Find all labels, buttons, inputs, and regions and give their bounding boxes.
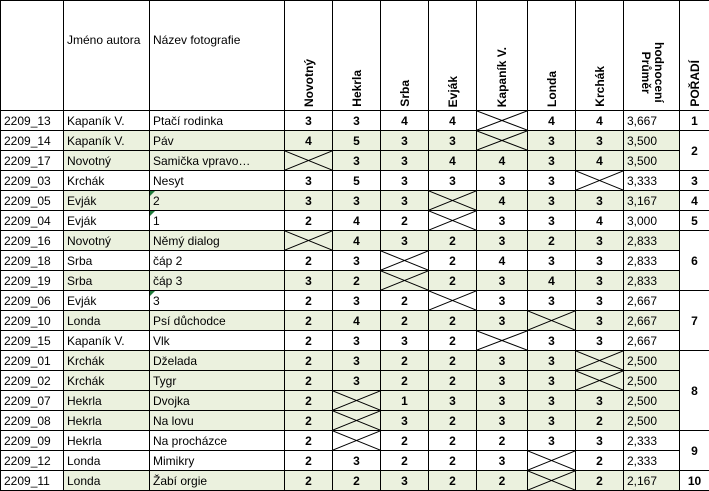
score-cell: 3 [333, 451, 381, 471]
score-cell: 4 [429, 151, 477, 171]
table-row [1, 271, 709, 291]
table-row [1, 331, 709, 351]
title-cell [150, 311, 285, 331]
score-cell: 3 [333, 151, 381, 171]
header-judge: Londa [528, 1, 576, 111]
average-cell: 3,167 [624, 191, 680, 211]
score-cell: 4 [477, 251, 528, 271]
average-cell: 3,667 [624, 111, 680, 131]
score-cell: 3 [477, 351, 528, 371]
score-cell: 4 [333, 231, 381, 251]
title-cell [150, 371, 285, 391]
title-text: 3 [153, 294, 160, 308]
title-text: Dvojka [153, 394, 190, 408]
score-cell: 4 [477, 151, 528, 171]
author-cell: Evják [64, 291, 150, 311]
cross-icon [477, 131, 527, 150]
table-row [1, 131, 709, 151]
score-cell: 3 [333, 111, 381, 131]
title-cell [150, 111, 285, 131]
cross-icon [477, 111, 527, 130]
score-cell: 3 [477, 171, 528, 191]
rank-cell: 9 [680, 431, 709, 471]
title-cell [150, 251, 285, 271]
title-text: Mimikry [153, 454, 194, 468]
no-score-cell [381, 251, 429, 271]
score-cell: 2 [429, 431, 477, 451]
score-cell: 3 [477, 271, 528, 291]
score-cell: 2 [285, 351, 333, 371]
comment-marker-icon [150, 291, 155, 296]
title-text: čáp 2 [153, 254, 182, 268]
cross-icon [381, 271, 428, 290]
score-cell: 3 [381, 411, 429, 431]
photo-id-cell: 2209_10 [1, 311, 64, 331]
average-cell: 2,500 [624, 371, 680, 391]
average-cell: 2,833 [624, 251, 680, 271]
table-row [1, 151, 709, 171]
average-cell: 2,500 [624, 351, 680, 371]
score-cell: 2 [429, 311, 477, 331]
table-row [1, 351, 709, 371]
photo-id-cell: 2209_19 [1, 271, 64, 291]
table-row [1, 211, 709, 231]
score-cell: 1 [381, 391, 429, 411]
score-cell: 3 [477, 211, 528, 231]
title-cell [150, 431, 285, 451]
title-text: Nesyt [153, 174, 184, 188]
score-cell: 2 [285, 371, 333, 391]
rank-cell: 5 [680, 211, 709, 231]
score-cell: 2 [285, 311, 333, 331]
score-cell: 3 [477, 311, 528, 331]
score-cell: 3 [528, 211, 576, 231]
score-cell: 3 [285, 191, 333, 211]
score-cell: 2 [381, 431, 429, 451]
score-cell: 2 [429, 351, 477, 371]
rank-cell: 4 [680, 191, 709, 211]
header-judge: Hekrla [333, 1, 381, 111]
title-text: Ptačí rodinka [153, 114, 223, 128]
author-cell: Londa [64, 471, 150, 491]
title-cell [150, 291, 285, 311]
author-cell: Hekrla [64, 431, 150, 451]
no-score-cell [429, 291, 477, 311]
table-row [1, 311, 709, 331]
comment-marker-icon [150, 211, 155, 216]
score-cell: 3 [576, 391, 624, 411]
score-cell: 2 [477, 431, 528, 451]
no-score-cell [333, 431, 381, 451]
score-cell: 3 [333, 371, 381, 391]
score-cell: 2 [576, 411, 624, 431]
average-cell: 2,167 [624, 471, 680, 491]
photo-id-cell: 2209_13 [1, 111, 64, 131]
score-cell: 3 [528, 131, 576, 151]
photo-id-cell: 2209_01 [1, 351, 64, 371]
score-cell: 3 [576, 291, 624, 311]
title-text: Na procházce [153, 434, 227, 448]
author-cell: Hekrla [64, 391, 150, 411]
photo-id-cell: 2209_11 [1, 471, 64, 491]
no-score-cell [333, 391, 381, 411]
author-cell: Kapaník V. [64, 331, 150, 351]
rank-cell: 6 [680, 231, 709, 291]
score-cell: 3 [285, 171, 333, 191]
cross-icon [429, 211, 476, 230]
title-cell [150, 131, 285, 151]
score-cell: 3 [381, 171, 429, 191]
cross-icon [381, 251, 428, 270]
score-cell: 2 [429, 411, 477, 431]
title-cell [150, 451, 285, 471]
score-cell: 2 [285, 471, 333, 491]
rank-cell: 7 [680, 291, 709, 351]
cross-icon [576, 371, 623, 390]
score-cell: 3 [576, 271, 624, 291]
cross-icon [477, 331, 527, 350]
table-row [1, 171, 709, 191]
cross-icon [285, 151, 332, 170]
score-cell: 2 [576, 471, 624, 491]
photo-id-cell: 2209_14 [1, 131, 64, 151]
score-cell: 3 [576, 311, 624, 331]
score-cell: 3 [528, 191, 576, 211]
photo-id-cell: 2209_07 [1, 391, 64, 411]
title-text: Páv [153, 134, 174, 148]
score-cell: 2 [576, 451, 624, 471]
score-cell: 2 [285, 411, 333, 431]
title-cell [150, 231, 285, 251]
score-cell: 3 [381, 331, 429, 351]
score-cell: 2 [429, 251, 477, 271]
score-cell: 2 [429, 331, 477, 351]
author-cell: Evják [64, 191, 150, 211]
average-cell: 2,333 [624, 431, 680, 451]
score-cell: 3 [576, 191, 624, 211]
cross-icon [576, 351, 623, 370]
score-cell: 2 [477, 471, 528, 491]
photo-id-cell: 2209_02 [1, 371, 64, 391]
author-cell: Krchák [64, 371, 150, 391]
score-cell: 3 [381, 131, 429, 151]
photo-id-cell: 2209_04 [1, 211, 64, 231]
table-row [1, 251, 709, 271]
title-cell [150, 151, 285, 171]
author-cell: Hekrla [64, 411, 150, 431]
average-cell: 2,833 [624, 231, 680, 251]
title-text: Psí důchodce [153, 314, 226, 328]
table-row [1, 231, 709, 251]
score-cell: 2 [285, 431, 333, 451]
title-text: Dželada [153, 354, 197, 368]
photo-id-cell: 2209_05 [1, 191, 64, 211]
table-row [1, 371, 709, 391]
score-cell: 2 [285, 291, 333, 311]
title-text: Němý dialog [153, 234, 220, 248]
header-author: Jméno autora [64, 1, 150, 111]
author-cell: Srba [64, 271, 150, 291]
score-cell: 5 [333, 131, 381, 151]
score-cell: 4 [381, 111, 429, 131]
score-cell: 2 [429, 371, 477, 391]
title-cell [150, 471, 285, 491]
author-cell: Krchák [64, 171, 150, 191]
score-cell: 2 [528, 231, 576, 251]
score-cell: 3 [333, 331, 381, 351]
no-score-cell [528, 311, 576, 331]
no-score-cell [285, 151, 333, 171]
author-cell: Krchák [64, 351, 150, 371]
average-cell: 2,833 [624, 271, 680, 291]
no-score-cell [285, 231, 333, 251]
score-cell: 3 [477, 291, 528, 311]
score-cell: 3 [528, 391, 576, 411]
cross-icon [429, 191, 476, 210]
score-cell: 3 [528, 171, 576, 191]
no-score-cell [429, 211, 477, 231]
title-cell [150, 171, 285, 191]
title-text: 1 [153, 214, 160, 228]
score-cell: 2 [381, 291, 429, 311]
cross-icon [333, 391, 380, 410]
header-id [1, 1, 64, 111]
score-cell: 4 [528, 271, 576, 291]
average-cell: 3,500 [624, 151, 680, 171]
table-row [1, 111, 709, 131]
title-cell [150, 411, 285, 431]
title-text: čáp 3 [153, 274, 182, 288]
cross-icon [285, 231, 332, 250]
score-cell: 3 [477, 451, 528, 471]
score-cell: 4 [528, 111, 576, 131]
score-cell: 3 [528, 371, 576, 391]
title-cell [150, 211, 285, 231]
header-judge: Evják [429, 1, 477, 111]
score-cell: 2 [333, 471, 381, 491]
header-average-line1: Průměr [639, 52, 652, 98]
score-cell: 2 [381, 371, 429, 391]
no-score-cell [477, 131, 528, 151]
average-cell: 2,667 [624, 291, 680, 311]
photo-id-cell: 2209_06 [1, 291, 64, 311]
rank-cell: 1 [680, 111, 709, 131]
title-text: Žabí orgie [153, 474, 207, 488]
cross-icon [333, 411, 380, 430]
header-row [1, 1, 709, 111]
title-text: Samička vpravo… [153, 154, 250, 168]
score-cell: 4 [576, 211, 624, 231]
score-cell: 3 [528, 291, 576, 311]
author-cell: Novotný [64, 231, 150, 251]
score-cell: 3 [429, 131, 477, 151]
header-average-line2: hodnocení [652, 42, 665, 107]
score-cell: 2 [285, 211, 333, 231]
title-cell [150, 351, 285, 371]
score-cell: 2 [381, 311, 429, 331]
comment-marker-icon [150, 191, 155, 196]
score-cell: 3 [333, 351, 381, 371]
header-rank: POŘADÍ [680, 1, 709, 111]
cross-icon [333, 431, 380, 450]
score-cell: 3 [285, 271, 333, 291]
rank-cell: 8 [680, 351, 709, 431]
score-cell: 2 [285, 391, 333, 411]
table-row [1, 391, 709, 411]
author-cell: Kapaník V. [64, 111, 150, 131]
header-judge: Novotný [285, 1, 333, 111]
rank-cell: 10 [680, 471, 709, 491]
average-cell: 3,333 [624, 171, 680, 191]
score-cell: 3 [528, 431, 576, 451]
score-cell: 3 [576, 431, 624, 451]
score-cell: 3 [333, 191, 381, 211]
no-score-cell [333, 411, 381, 431]
score-cell: 2 [429, 231, 477, 251]
photo-id-cell: 2209_17 [1, 151, 64, 171]
score-cell: 3 [528, 251, 576, 271]
cross-icon [576, 171, 623, 190]
header-average [624, 1, 680, 111]
score-cell: 3 [333, 251, 381, 271]
score-cell: 2 [285, 331, 333, 351]
author-cell: Kapaník V. [64, 131, 150, 151]
score-cell: 2 [429, 271, 477, 291]
no-score-cell [477, 111, 528, 131]
score-cell: 3 [381, 231, 429, 251]
photo-id-cell: 2209_03 [1, 171, 64, 191]
score-cell: 3 [333, 291, 381, 311]
title-cell [150, 191, 285, 211]
average-cell: 3,500 [624, 131, 680, 151]
table-row [1, 471, 709, 491]
no-score-cell [381, 271, 429, 291]
title-text: Na lovu [153, 414, 194, 428]
average-cell: 2,500 [624, 411, 680, 431]
table-body [1, 111, 709, 491]
score-cell: 4 [429, 111, 477, 131]
table-row [1, 191, 709, 211]
score-cell: 3 [381, 151, 429, 171]
cross-icon [429, 291, 476, 310]
table-row [1, 431, 709, 451]
score-cell: 3 [381, 191, 429, 211]
score-cell: 2 [381, 451, 429, 471]
title-cell [150, 391, 285, 411]
score-cell: 3 [528, 331, 576, 351]
score-cell: 3 [429, 391, 477, 411]
no-score-cell [576, 171, 624, 191]
photo-id-cell: 2209_08 [1, 411, 64, 431]
no-score-cell [429, 191, 477, 211]
score-cell: 2 [429, 471, 477, 491]
score-cell: 2 [285, 251, 333, 271]
score-cell: 4 [477, 191, 528, 211]
average-cell: 3,000 [624, 211, 680, 231]
cross-icon [528, 471, 575, 490]
author-cell: Srba [64, 251, 150, 271]
average-cell: 2,333 [624, 451, 680, 471]
score-cell: 3 [477, 391, 528, 411]
score-cell: 3 [528, 351, 576, 371]
author-cell: Novotný [64, 151, 150, 171]
score-cell: 2 [333, 271, 381, 291]
no-score-cell [576, 351, 624, 371]
score-cell: 3 [429, 171, 477, 191]
header-judge: Kapaník V. [477, 1, 528, 111]
score-cell: 2 [381, 211, 429, 231]
score-cell: 3 [576, 231, 624, 251]
header-title: Název fotografie [150, 1, 285, 111]
rank-cell: 3 [680, 171, 709, 191]
score-cell: 3 [477, 371, 528, 391]
score-cell: 4 [576, 151, 624, 171]
no-score-cell [576, 371, 624, 391]
title-text: 2 [153, 194, 160, 208]
table-row [1, 291, 709, 311]
no-score-cell [477, 331, 528, 351]
average-cell: 2,667 [624, 331, 680, 351]
author-cell: Londa [64, 311, 150, 331]
score-cell: 3 [576, 331, 624, 351]
score-cell: 3 [477, 231, 528, 251]
score-cell: 3 [381, 471, 429, 491]
title-text: Vlk [153, 334, 170, 348]
header-judge: Krchák [576, 1, 624, 111]
score-cell: 2 [285, 451, 333, 471]
score-cell: 2 [429, 451, 477, 471]
table-row [1, 451, 709, 471]
rank-cell: 2 [680, 131, 709, 171]
score-cell: 5 [333, 171, 381, 191]
photo-id-cell: 2209_18 [1, 251, 64, 271]
title-cell [150, 271, 285, 291]
photo-id-cell: 2209_12 [1, 451, 64, 471]
average-cell: 2,500 [624, 391, 680, 411]
score-cell: 3 [528, 151, 576, 171]
score-cell: 3 [528, 411, 576, 431]
author-cell: Londa [64, 451, 150, 471]
score-cell: 4 [333, 211, 381, 231]
photo-id-cell: 2209_09 [1, 431, 64, 451]
table-row [1, 411, 709, 431]
no-score-cell [528, 471, 576, 491]
score-cell: 4 [576, 111, 624, 131]
header-judge: Srba [381, 1, 429, 111]
score-cell: 4 [285, 131, 333, 151]
score-cell: 4 [333, 311, 381, 331]
title-cell [150, 331, 285, 351]
title-text: Tygr [153, 374, 176, 388]
score-cell: 2 [381, 351, 429, 371]
no-score-cell [528, 451, 576, 471]
score-cell: 3 [285, 111, 333, 131]
photo-id-cell: 2209_16 [1, 231, 64, 251]
score-cell: 3 [477, 411, 528, 431]
author-cell: Evják [64, 211, 150, 231]
average-cell: 2,667 [624, 311, 680, 331]
score-cell: 3 [576, 131, 624, 151]
score-cell: 3 [576, 251, 624, 271]
photo-id-cell: 2209_15 [1, 331, 64, 351]
cross-icon [528, 451, 575, 470]
cross-icon [528, 311, 575, 330]
